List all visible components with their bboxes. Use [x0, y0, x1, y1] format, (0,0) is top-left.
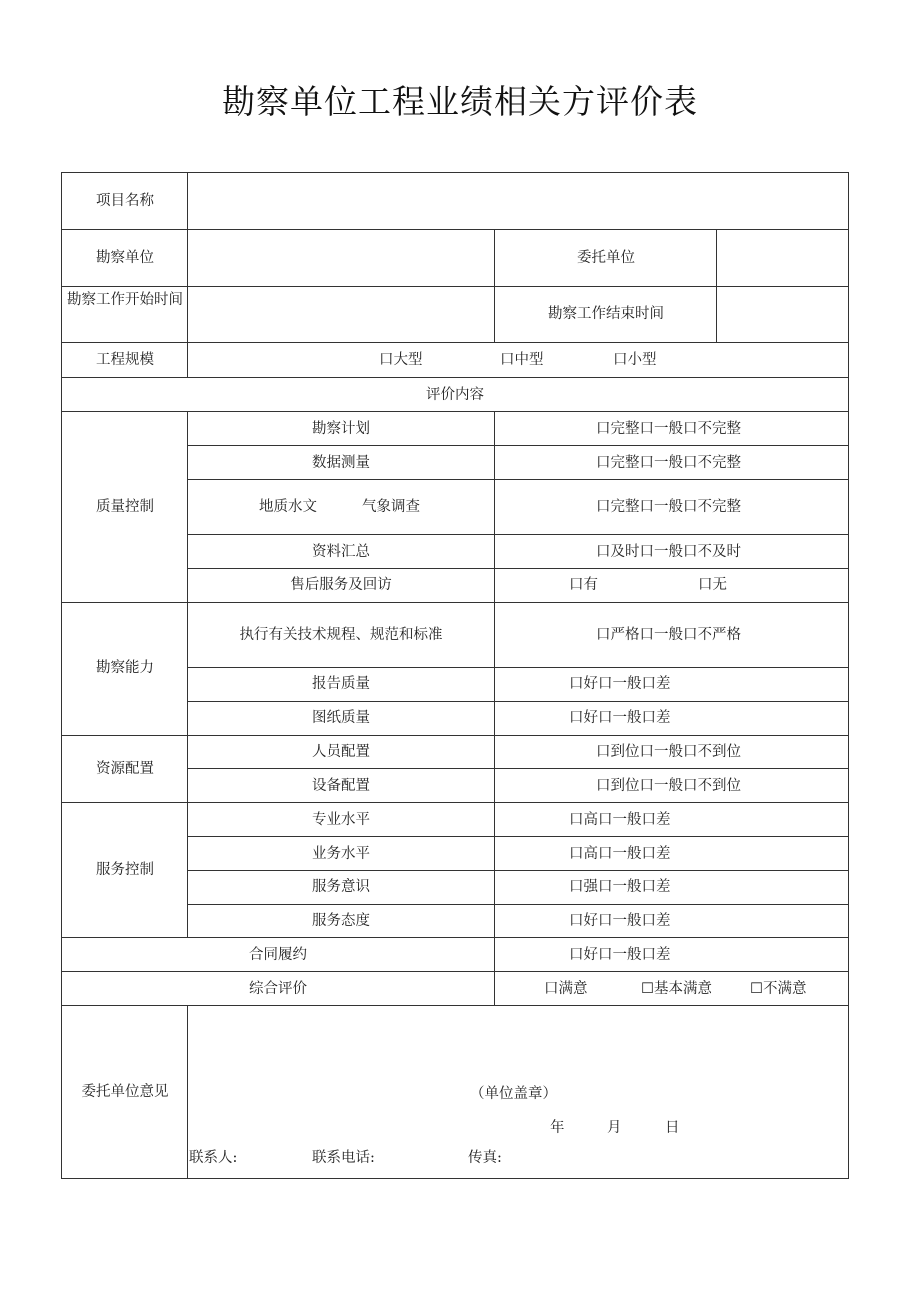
start-time-field[interactable]: [196, 307, 486, 323]
phone-field[interactable]: [383, 1151, 463, 1167]
contract-label: 合同履约: [249, 947, 307, 963]
rating-options[interactable]: 口完整口一般口不完整: [596, 455, 741, 471]
table-rule: [187, 172, 188, 378]
scale-option-small[interactable]: 口小型: [613, 352, 657, 368]
table-rule: [61, 937, 849, 938]
table-rule: [187, 904, 849, 905]
table-rule: [61, 602, 849, 603]
page-title: 勘察单位工程业绩相关方评价表: [222, 82, 698, 121]
rating-options[interactable]: 口完整口一般口不完整: [596, 421, 741, 437]
table-rule: [61, 172, 849, 173]
criterion-label: 执行有关技术规程、规范和标准: [239, 627, 443, 643]
table-rule: [187, 870, 849, 871]
overall-option-basically-satisfied[interactable]: ☐基本满意: [641, 981, 712, 997]
table-rule: [61, 735, 849, 736]
rating-options[interactable]: 口完整口一般口不完整: [596, 499, 741, 515]
project-name-field[interactable]: [196, 194, 841, 210]
rating-options[interactable]: 口好口一般口差: [569, 676, 671, 692]
table-rule: [61, 172, 62, 1179]
section-label-capability: 勘察能力: [96, 660, 154, 676]
fax-label: 传真:: [468, 1150, 502, 1166]
overall-option-satisfied[interactable]: 口满意: [544, 981, 588, 997]
survey-unit-field[interactable]: [196, 251, 486, 267]
rating-option-yes[interactable]: 口有: [569, 577, 598, 593]
rating-options[interactable]: 口到位口一般口不到位: [596, 778, 741, 794]
client-unit-field[interactable]: [722, 251, 842, 267]
table-rule: [187, 568, 849, 569]
table-rule: [61, 1005, 849, 1006]
table-rule: [61, 971, 849, 972]
start-time-label: 勘察工作开始时间: [67, 292, 183, 308]
rating-option-no[interactable]: 口无: [698, 577, 727, 593]
rating-options[interactable]: 口好口一般口差: [569, 913, 671, 929]
contact-person-label: 联系人:: [189, 1150, 238, 1166]
section-label-service: 服务控制: [96, 862, 154, 878]
criterion-label-meteorology: 气象调查: [362, 499, 420, 515]
overall-label: 综合评价: [249, 981, 307, 997]
table-rule: [61, 1178, 849, 1179]
date-day-label: 日: [665, 1120, 680, 1136]
table-rule: [61, 802, 849, 803]
rating-options[interactable]: 口及时口一般口不及时: [596, 544, 741, 560]
scale-option-medium[interactable]: 口中型: [500, 352, 544, 368]
table-rule: [494, 229, 495, 343]
rating-options[interactable]: 口到位口一般口不到位: [596, 744, 741, 760]
phone-label: 联系电话:: [312, 1150, 375, 1166]
scale-option-large[interactable]: 口大型: [379, 352, 423, 368]
criterion-label: 报告质量: [312, 676, 370, 692]
date-month-label: 月: [607, 1120, 622, 1136]
table-rule: [716, 229, 717, 343]
table-rule: [187, 667, 849, 668]
table-rule: [61, 411, 849, 412]
table-rule: [494, 411, 495, 1006]
criterion-label: 勘察计划: [312, 421, 370, 437]
table-rule: [187, 836, 849, 837]
rating-options[interactable]: 口严格口一般口不严格: [596, 627, 741, 643]
opinion-label: 委托单位意见: [81, 1084, 169, 1100]
seal-label: （单位盖章）: [470, 1086, 557, 1102]
end-time-label: 勘察工作结束时间: [548, 306, 664, 322]
table-rule: [187, 411, 188, 938]
rating-options[interactable]: 口高口一般口差: [569, 812, 671, 828]
section-label-resources: 资源配置: [96, 761, 154, 777]
client-unit-label: 委托单位: [577, 250, 635, 266]
date-year-label: 年: [550, 1120, 565, 1136]
criterion-label: 数据测量: [312, 455, 370, 471]
table-rule: [187, 768, 849, 769]
table-rule: [187, 701, 849, 702]
contact-person-field[interactable]: [245, 1151, 305, 1167]
rating-options[interactable]: 口高口一般口差: [569, 846, 671, 862]
rating-options[interactable]: 口好口一般口差: [569, 710, 671, 726]
table-rule: [187, 1005, 188, 1179]
criterion-label: 售后服务及回访: [290, 577, 392, 593]
criterion-label: 资料汇总: [312, 544, 370, 560]
criterion-label: 服务意识: [312, 879, 370, 895]
rating-options[interactable]: 口好口一般口差: [569, 947, 671, 963]
table-rule: [187, 479, 849, 480]
criterion-label: 图纸质量: [312, 710, 370, 726]
project-name-label: 项目名称: [96, 193, 154, 209]
table-rule: [187, 534, 849, 535]
criterion-label: 设备配置: [312, 778, 370, 794]
evaluation-content-header: 评价内容: [426, 387, 484, 403]
table-rule: [61, 229, 849, 230]
table-rule: [848, 172, 849, 1179]
scale-label: 工程规模: [96, 352, 154, 368]
table-rule: [61, 342, 849, 343]
overall-option-unsatisfied[interactable]: ☐不满意: [750, 981, 807, 997]
criterion-label-geology: 地质水文: [259, 499, 317, 515]
criterion-label: 业务水平: [312, 846, 370, 862]
survey-unit-label: 勘察单位: [96, 250, 154, 266]
criterion-label: 人员配置: [312, 744, 370, 760]
table-rule: [187, 445, 849, 446]
fax-field[interactable]: [508, 1151, 628, 1167]
table-rule: [61, 286, 849, 287]
criterion-label: 专业水平: [312, 812, 370, 828]
end-time-field[interactable]: [722, 307, 842, 323]
section-label-quality: 质量控制: [96, 499, 154, 515]
table-rule: [61, 377, 849, 378]
rating-options[interactable]: 口强口一般口差: [569, 879, 671, 895]
criterion-label: 服务态度: [312, 913, 370, 929]
